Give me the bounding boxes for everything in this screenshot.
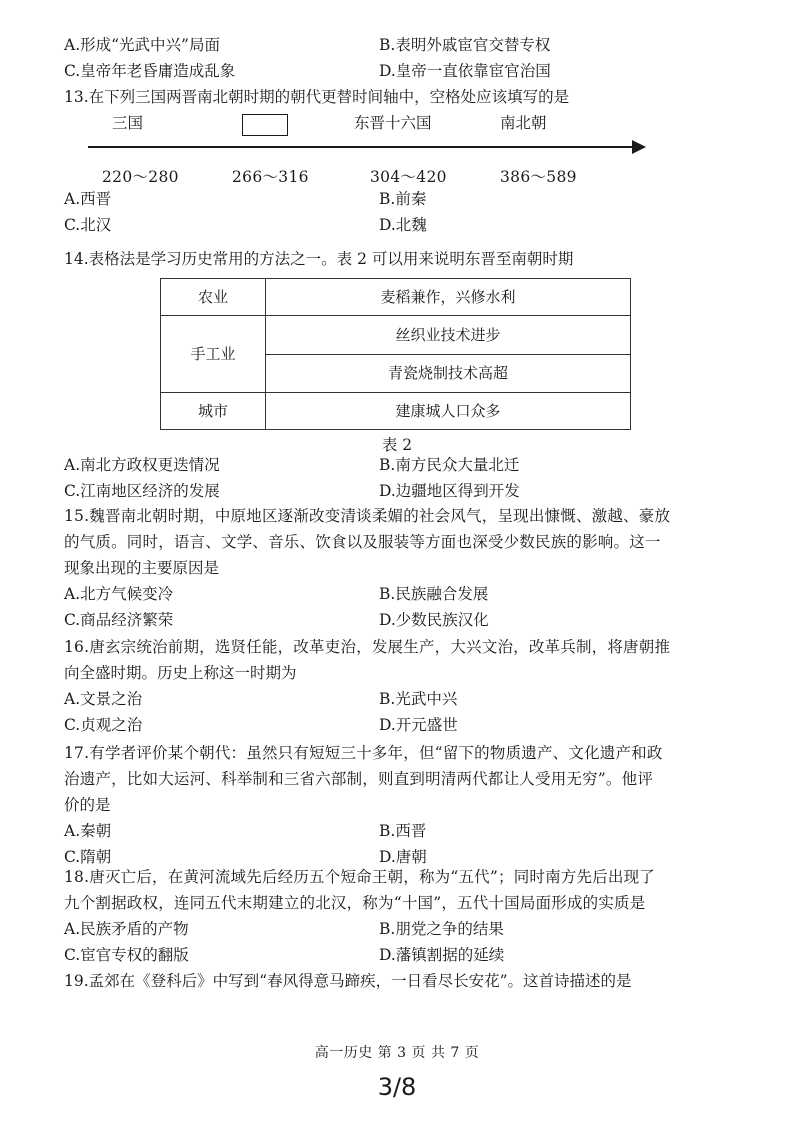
table-row [161, 279, 631, 316]
option-b: B.朋党之争的结果 [379, 920, 504, 938]
option-a: A.形成“光武中兴”局面 [64, 36, 220, 54]
option-c: C.江南地区经济的发展 [64, 482, 220, 500]
option-b: B.表明外戚宦官交替专权 [379, 36, 551, 54]
option-c: C.贞观之治 [64, 716, 143, 734]
timeline-range: 304～420 [370, 168, 447, 186]
table-cell-value: 青瓷烧制技术高超 [266, 354, 631, 393]
option-row [64, 212, 736, 238]
table-cell-value: 麦稻兼作，兴修水利 [266, 279, 631, 316]
option-a: A.北方气候变冷 [64, 585, 174, 603]
dynasty-timeline [64, 110, 664, 190]
option-c: C.商品经济繁荣 [64, 611, 174, 629]
question-19 [64, 968, 736, 994]
timeline-label-dongjin: 东晋十六国 [354, 114, 432, 132]
option-row [64, 942, 736, 968]
question-17-line: 17.有学者评价某个朝代：虽然只有短短三十多年，但“留下的物质遗产、文化遗产和政 [64, 744, 663, 762]
timeline-range: 220～280 [102, 168, 179, 186]
option-c: C.宦官专权的翻版 [64, 946, 189, 964]
question-14-stem: 14.表格法是学习历史常用的方法之一。表 2 可以用来说明东晋至南朝时期 [64, 250, 574, 268]
option-d: D.藩镇割据的延续 [379, 946, 505, 964]
table-cell-category: 城市 [161, 393, 266, 430]
option-a: A.南北方政权更迭情况 [64, 456, 220, 474]
question-15 [64, 503, 736, 633]
table-cell-category: 手工业 [161, 316, 266, 393]
option-a: A.文景之治 [64, 690, 143, 708]
table-cell-value: 丝织业技术进步 [266, 316, 631, 355]
question-14-options [64, 452, 736, 504]
option-b: B.民族融合发展 [379, 585, 489, 603]
timeline-label-nanbeichao: 南北朝 [500, 114, 547, 132]
question-12-options [64, 32, 736, 84]
question-13-stem: 13.在下列三国两晋南北朝时期的朝代更替时间轴中，空格处应该填写的是 [64, 88, 570, 106]
question-14 [64, 246, 736, 272]
option-a: A.秦朝 [64, 822, 112, 840]
timeline-blank-box [242, 114, 288, 136]
option-row [64, 478, 736, 504]
option-row [64, 581, 736, 607]
option-row [64, 916, 736, 942]
option-row [64, 186, 736, 212]
option-b: B.南方民众大量北迁 [379, 456, 520, 474]
question-18 [64, 864, 736, 968]
question-15-line: 现象出现的主要原因是 [64, 559, 220, 577]
question-17-line: 治遗产，比如大运河、科举制和三省六部制，则直到明清两代都让人受用无穷”。他评 [64, 770, 654, 788]
page-indicator: 3/8 [377, 1073, 417, 1101]
option-row [64, 58, 736, 84]
option-d: D.北魏 [379, 216, 427, 234]
option-d: D.皇帝一直依靠宦官治国 [379, 62, 551, 80]
option-a: A.西晋 [64, 190, 112, 208]
table-row [161, 316, 631, 355]
option-row [64, 607, 736, 633]
table-row [161, 393, 631, 430]
option-b: B.前秦 [379, 190, 427, 208]
question-19-stem: 19.孟郊在《登科后》中写到“春风得意马蹄疾，一日看尽长安花”。这首诗描述的是 [64, 972, 632, 990]
timeline-label-sanguo: 三国 [112, 114, 144, 132]
option-row [64, 452, 736, 478]
table-caption: 表 2 [381, 436, 413, 454]
option-row [64, 818, 736, 844]
question-15-line: 的气质。同时，语言、文学、音乐、饮食以及服装等方面也深受少数民族的影响。这一 [64, 533, 661, 551]
option-row [64, 712, 736, 738]
question-16-line: 16.唐玄宗统治前期，选贤任能，改革吏治，发展生产，大兴文治，改革兵制，将唐朝推 [64, 638, 671, 656]
option-c: C.隋朝 [64, 848, 112, 866]
timeline-arrowhead [632, 140, 646, 154]
question-18-line: 九个割据政权，连同五代末期建立的北汉，称为“十国”，五代十国局面形成的实质是 [64, 894, 646, 912]
option-b: B.西晋 [379, 822, 427, 840]
option-c: C.北汉 [64, 216, 112, 234]
option-row [64, 32, 736, 58]
option-c: C.皇帝年老昏庸造成乱象 [64, 62, 236, 80]
table-cell-category: 农业 [161, 279, 266, 316]
timeline-range: 386～589 [500, 168, 577, 186]
option-d: D.边疆地区得到开发 [379, 482, 520, 500]
option-d: D.少数民族汉化 [379, 611, 489, 629]
option-row [64, 686, 736, 712]
question-17-line: 价的是 [64, 796, 111, 814]
question-17 [64, 740, 736, 870]
question-16-line: 向全盛时期。历史上称这一时期为 [64, 664, 297, 682]
option-d: D.唐朝 [379, 848, 427, 866]
table-cell-value: 建康城人口众多 [266, 393, 631, 430]
page-footer: 高一历史 第 3 页 共 7 页 [314, 1045, 480, 1061]
question-16 [64, 634, 736, 738]
economy-table [160, 278, 631, 430]
option-d: D.开元盛世 [379, 716, 458, 734]
timeline-axis [88, 146, 640, 148]
question-13 [64, 84, 736, 110]
question-18-line: 18.唐灭亡后，在黄河流域先后经历五个短命王朝，称为“五代”；同时南方先后出现了 [64, 868, 656, 886]
option-b: B.光武中兴 [379, 690, 458, 708]
timeline-range: 266～316 [232, 168, 309, 186]
option-a: A.民族矛盾的产物 [64, 920, 189, 938]
question-13-options [64, 186, 736, 238]
question-15-line: 15.魏晋南北朝时期，中原地区逐渐改变清谈柔媚的社会风气，呈现出慷慨、激越、豪放 [64, 507, 671, 525]
